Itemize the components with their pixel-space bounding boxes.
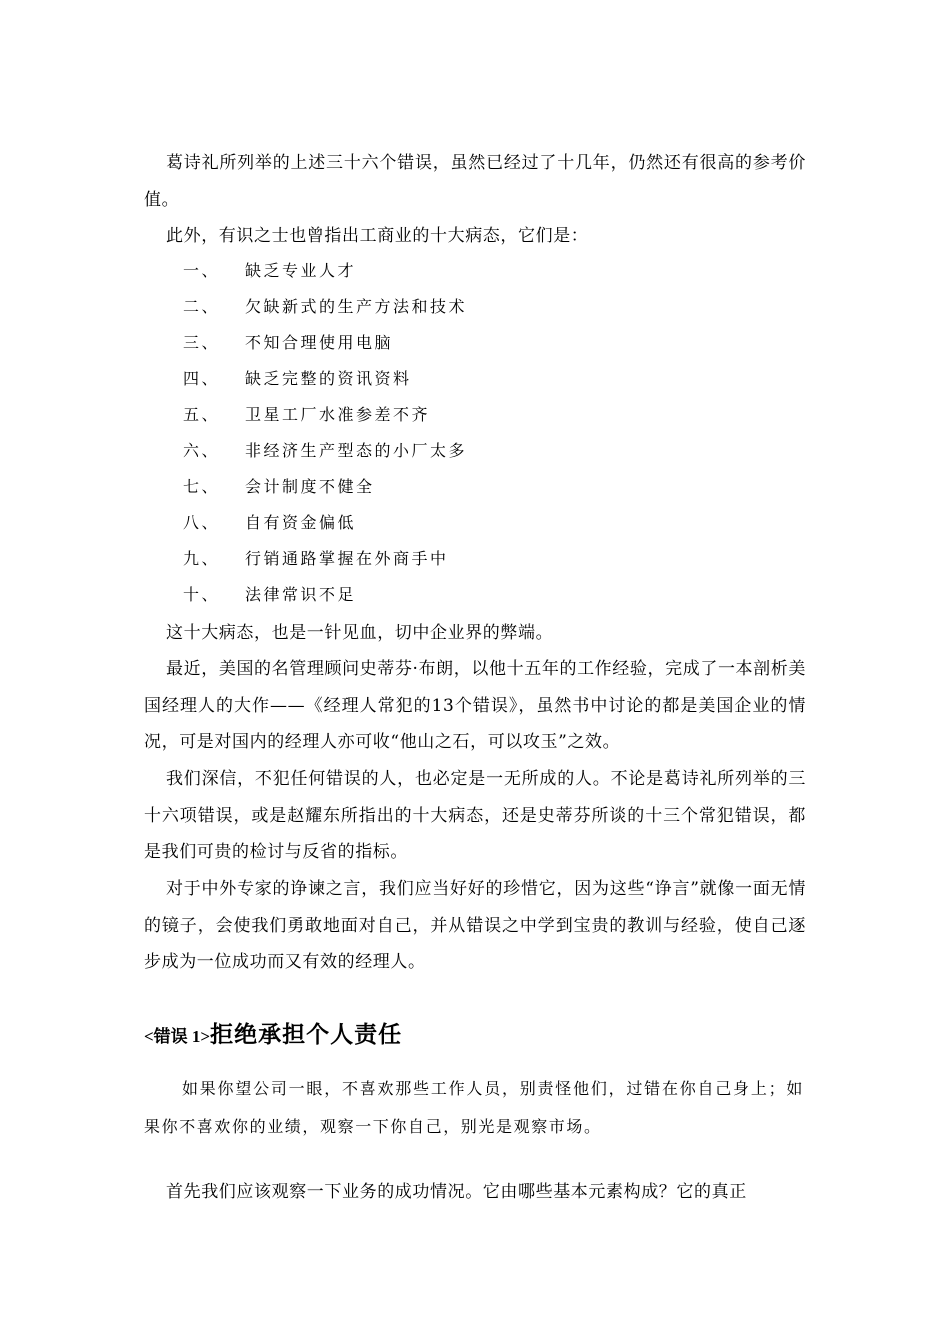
paragraph-steven-brown-book: 最近，美国的名管理顾问史蒂芬·布朗，以他十五年的工作经验，完成了一本剖析美国经理人的大作——《经理人常犯的13个错误》，虽然书中讨论的都是美国企业的情况，可是对国内的经理人亦可收“他山之石，可以攻玉”之效。 [144,659,806,752]
paragraph-diseases-summary: 这十大病态，也是一针见血，切中企业界的弊端。 [166,623,554,643]
list-item-text: 欠缺新式的生产方法和技术 [245,297,468,316]
list-item-number: 四、 [183,369,221,388]
paragraph-expert-advice: 对于中外专家的诤谏之言，我们应当好好的珍惜它，因为这些“诤言”就像一面无情的镜子，会使我们勇敢地面对自己，并从错误之中学到宝贵的教训与经验，使自己逐步成为一位成功而又有效的经理人。 [144,879,806,972]
list-item-text: 不知合理使用电脑 [245,333,394,352]
list-item-number: 八、 [183,513,221,532]
paragraph-no-mistakes: 我们深信，不犯任何错误的人，也必定是一无所成的人。不论是葛诗礼所列举的三十六项错误，或是赵耀东所指出的十大病态，还是史蒂芬所谈的十三个常犯错误，都是我们可贵的检讨与反省的指标。 [144,769,806,862]
list-item-number: 六、 [183,441,221,460]
section-epigraph: 如果你望公司一眼，不喜欢那些工作人员，别责怪他们，过错在你自己身上；如果你不喜欢你的业绩，观察一下你自己，别光是观察市场。 [144,1079,804,1136]
list-item-text: 法律常识不足 [245,585,357,604]
list-item-text: 缺乏专业人才 [245,261,357,280]
list-item-text: 行销通路掌握在外商手中 [245,549,449,568]
section-heading-prefix: <错误 1> [144,1027,211,1046]
list-item-number: 五、 [183,405,221,424]
paragraph-section-body: 首先我们应该观察一下业务的成功情况。它由哪些基本元素构成？它的真正 [166,1182,747,1202]
list-item-number: 一、 [183,261,221,280]
list-item-text: 缺乏完整的资讯资料 [245,369,412,388]
list-item-text: 非经济生产型态的小厂太多 [245,441,468,460]
list-item-number: 三、 [183,333,221,352]
paragraph-reference-value: 葛诗礼所列举的上述三十六个错误，虽然已经过了十几年，仍然还有很高的参考价值。 [144,153,806,210]
list-item-number: 九、 [183,549,221,568]
section-heading [144,1016,402,1049]
list-item-text: 卫星工厂水准参差不齐 [245,405,431,424]
list-item-text: 会计制度不健全 [245,477,375,496]
list-item-text: 自有资金偏低 [245,513,357,532]
section-heading-title: 拒绝承担个人责任 [210,1021,403,1048]
list-item-number: 二、 [183,297,221,316]
list-item-number: 七、 [183,477,221,496]
paragraph-ten-diseases-intro: 此外，有识之士也曾指出工商业的十大病态，它们是： [166,226,589,246]
list-item-number: 十、 [183,585,221,604]
